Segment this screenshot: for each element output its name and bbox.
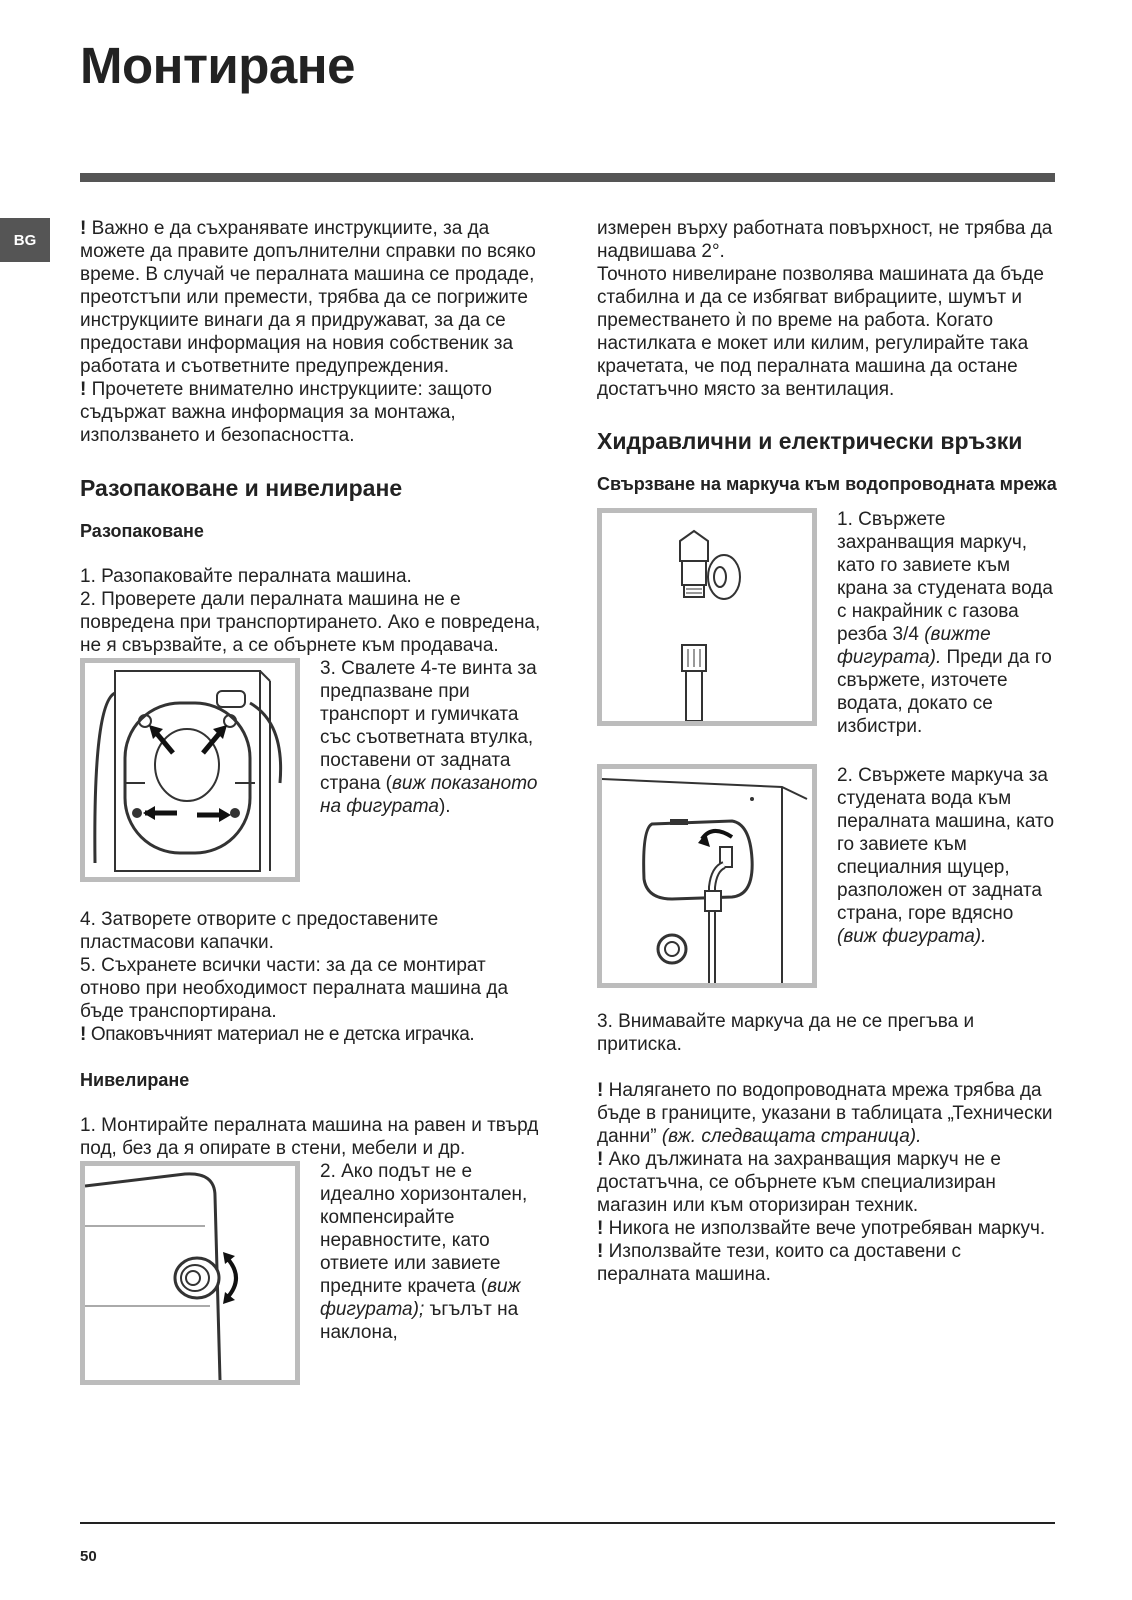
hose-length-warning: ! Ако дължината на захранващия маркуч не е достатъчна, се обърнете към специализиран магазин или към оторизиран техник. (597, 1149, 1001, 1216)
warning-icon: ! (80, 379, 87, 400)
hose-step-2: 2. Свържете маркуча за студената вода към пералната машина, като го завиете към специалния щуцер, разположен от задната страна, горе вдясно (виж фигурата). (837, 765, 1055, 947)
section-heading-unpack-level: Разопаковане и нивелиране (80, 475, 403, 501)
used-hose-warning: ! Никога не използвайте вече употребяван маркуч. (597, 1218, 1046, 1239)
subheading-hose: Свързване на маркуча към водопроводната мрежа (597, 474, 1057, 494)
level-step-2: 2. Ако подът не е идеално хоризонтален, компенсирайте неравностите, като отвиете или завиете предните крачета (виж фигурата); ъгълът на наклона, (320, 1161, 528, 1343)
page-number: 50 (80, 1548, 97, 1565)
level-step-1: 1. Монтирайте пералната машина на равен и твърд под, без да я опирате в стени, мебели и др. (80, 1115, 539, 1159)
washer-back-screws-figure (80, 658, 300, 882)
subheading-level: Нивелиране (80, 1070, 190, 1090)
hose-connection-figure (597, 764, 817, 988)
hose-step-3: 3. Внимавайте маркуча да не се прегъва и притиска. (597, 1011, 975, 1055)
water-tap-figure (597, 508, 817, 726)
language-tab: BG (0, 218, 50, 262)
hose-step-1: 1. Свържете захранващия маркуч, като го завиете към крана за студената вода с накрайник с газова резба 3/4 (вижте фигурата). Преди да го свържете, източете водата, докато се избистри. (837, 509, 1053, 737)
left-column (80, 217, 545, 1385)
section-heading-connections: Хидравлични и електрически връзки (597, 428, 1023, 454)
packaging-warning: ! Опаковъчният материал не е детска играчка. (80, 1024, 475, 1045)
intro-note-2: ! Прочетете внимателно инструкциите: защото съдържат важна информация за монтажа, използването и безопасността. (80, 379, 492, 446)
warning-icon: ! (597, 1218, 604, 1239)
unpack-step-3: 3. Свалете 4-те винта за предпазване при транспорт и гумичката със съответната втулка, поставени от задната страна (виж показаното на фигурата). (320, 658, 538, 817)
page-title: Монтиране (80, 37, 355, 94)
hose-connection-icon (602, 769, 812, 983)
warning-icon: ! (597, 1241, 604, 1262)
warning-icon: ! (597, 1080, 604, 1101)
header-rule (80, 173, 1055, 182)
unpack-step-4: 4. Затворете отворите с предоставените пластмасови капачки. (80, 909, 439, 953)
level-continued: измерен върху работната повърхност, не трябва да надвишава 2°. (597, 218, 1053, 262)
footer-rule (80, 1522, 1055, 1524)
adjustable-foot-figure (80, 1161, 300, 1385)
unpack-step-5: 5. Съхранете всички части: за да се монтират отново при необходимост пералната машина да бъде транспортирана. (80, 955, 509, 1022)
intro-note: ! Важно е да съхранявате инструкциите, за да можете да правите допълнителни справки по всяко време. В случай че пералната машина се продаде, преотстъпи или премести, трябва да се погрижите инструкциите винаги да я придружават, за да се предостави информация на новия собственик за работата и съответните предупреждения. (80, 218, 536, 377)
warning-icon: ! (80, 218, 87, 239)
adjustable-foot-icon (85, 1166, 295, 1380)
warning-icon: ! (597, 1149, 604, 1170)
supplied-hose-warning: ! Използвайте тези, които са доставени с пералната машина. (597, 1241, 962, 1285)
unpack-step-2: 2. Проверете дали пералната машина не е повредена при транспортирането. Ако е повредена, не я свързвайте, а се обърнете към продавача. (80, 589, 541, 656)
warning-icon: ! (80, 1024, 86, 1045)
right-column (597, 217, 1057, 1286)
pressure-warning: ! Налягането по водопроводната мрежа трябва да бъде в границите, указани в таблицата „Технически данни” (вж. следващата страница). (597, 1080, 1053, 1147)
water-tap-icon (602, 513, 812, 721)
level-note: Точното нивелиране позволява машината да бъде стабилна и да се избягват вибрациите, шумът и преместването ѝ по време на работа. Когато настилката е мокет или килим, регулирайте така крачетата, че под пералната машина да остане достатъчно място за вентилация. (597, 264, 1044, 400)
washer-back-icon (85, 663, 295, 877)
subheading-unpack: Разопаковане (80, 521, 204, 541)
unpack-step-1: 1. Разопаковайте пералната машина. (80, 566, 412, 587)
